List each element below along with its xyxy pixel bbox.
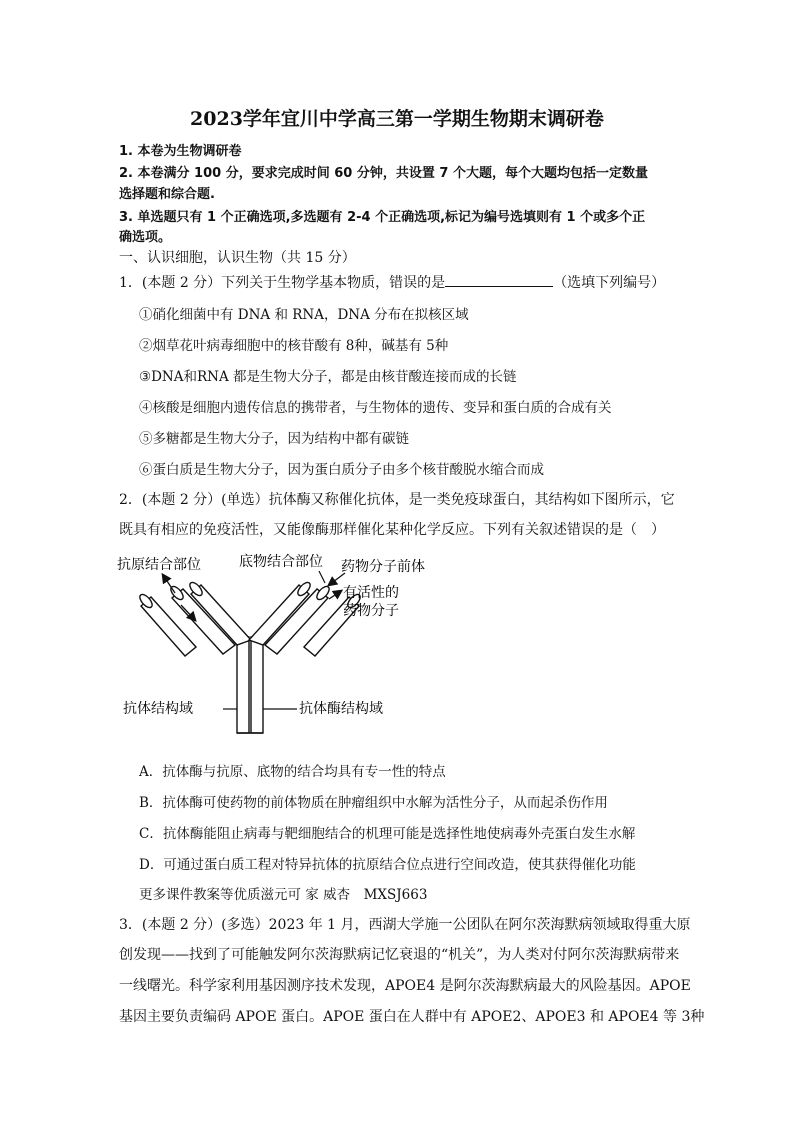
- q1-option-6: ⑥蛋白质是生物大分子，因为蛋白质分子由多个核苷酸脱水缩合而成: [139, 462, 544, 478]
- q1-option-4: ④核酸是细胞内遗传信息的携带者，与生物体的遗传、变异和蛋白质的合成有关: [139, 400, 612, 416]
- q2-option-c: C．抗体酶能阻止病毒与靶细胞结合的机理可能是选择性地使病毒外壳蛋白发生水解: [139, 826, 636, 842]
- question-1-stem-text: 1．(本题 2 分）下列关于生物学基本物质，错误的是: [119, 275, 446, 291]
- antibody-diagram: [115, 545, 435, 740]
- label-active-drug-2: 药物分子: [343, 603, 399, 619]
- question-3-line-3: 一线曙光。科学家利用基因测序技术发现，APOE4 是阿尔茨海默病最大的风险基因。APOE: [119, 978, 691, 994]
- q2-option-d: D．可通过蛋白质工程对特异抗体的抗原结合位点进行空间改造，使其获得催化功能: [139, 857, 636, 873]
- answer-blank[interactable]: [445, 274, 553, 287]
- label-abzyme-domain: 抗体酶结构域: [299, 701, 383, 717]
- q1-option-5: ⑤多糖都是生物大分子，因为结构中都有碳链: [139, 431, 409, 447]
- question-2-line-2: 既具有相应的免疫活性，又能像酶那样催化某种化学反应。下列有关叙述错误的是（ ）: [119, 522, 665, 538]
- q1-option-2: ②烟草花叶病毒细胞中的核苷酸有 8种，碱基有 5种: [139, 338, 449, 354]
- antigen-site-arrow: [163, 575, 175, 593]
- stem-cylinder-left: [237, 637, 249, 733]
- question-1-stem: [119, 272, 665, 292]
- q1-option-3: ③DNA和RNA 都是生物大分子，都是由核苷酸连接而成的长链: [139, 369, 517, 385]
- promo-line: 更多课件教案等优质滋元可 家 威杏 MXSJ663: [139, 887, 428, 903]
- label-substrate-site: 底物结合部位: [239, 554, 323, 570]
- page-title: 2023学年宜川中学高三第一学期生物期末调研卷: [190, 108, 604, 130]
- active-drug-arrow: [329, 591, 341, 599]
- note-2-cont: 选择题和综合题.: [119, 187, 215, 202]
- substrate-site-pointer: [319, 571, 325, 583]
- stem-cylinder-right: [251, 637, 263, 733]
- label-drug-precursor: 药物分子前体: [341, 559, 425, 575]
- question-3-line-1: 3．(本题 2 分）(多选）2023 年 1 月，西湖大学施一公团队在阿尔茨海默病领域取得重大原: [119, 917, 691, 933]
- q1-option-1: ①硝化细菌中有 DNA 和 RNA，DNA 分布在拟核区域: [139, 307, 469, 323]
- label-antigen-site: 抗原结合部位: [117, 557, 201, 573]
- question-3-line-4: 基因主要负责编码 APOE 蛋白。APOE 蛋白在人群中有 APOE2、APOE3 和 APOE4 等 3种: [119, 1009, 705, 1025]
- note-1: 1. 本卷为生物调研卷: [119, 144, 242, 159]
- question-2-line-1: 2．(本题 2 分）(单选）抗体酶又称催化抗体，是一类免疫球蛋白，其结构如下图所示，它: [119, 492, 675, 508]
- note-3: 3. 单选题只有 1 个正确选项,多选题有 2-4 个正确选项,标记为编号选填则有 1 个或多个正: [119, 210, 646, 225]
- question-1-stem-suffix: （选填下列编号）: [553, 275, 666, 291]
- label-antibody-domain: 抗体结构域: [123, 701, 193, 717]
- section-heading: 一、认识细胞，认识生物（共 15 分）: [119, 250, 356, 266]
- label-active-drug-1: 有活性的: [343, 585, 399, 601]
- note-3-cont: 确选项。: [119, 230, 172, 245]
- q2-option-b: B．抗体酶可使药物的前体物质在肿瘤组织中水解为活性分子，从而起杀伤作用: [139, 795, 608, 811]
- q2-option-a: A．抗体酶与抗原、底物的结合均具有专一性的特点: [139, 764, 446, 780]
- question-3-line-2: 创发现——找到了可能触发阿尔茨海默病记忆衰退的“机关”，为人类对付阿尔茨海默病带来: [119, 947, 680, 963]
- note-2: 2. 本卷满分 100 分，要求完成时间 60 分钟，共设置 7 个大题，每个大题均包括一定数量: [119, 166, 648, 181]
